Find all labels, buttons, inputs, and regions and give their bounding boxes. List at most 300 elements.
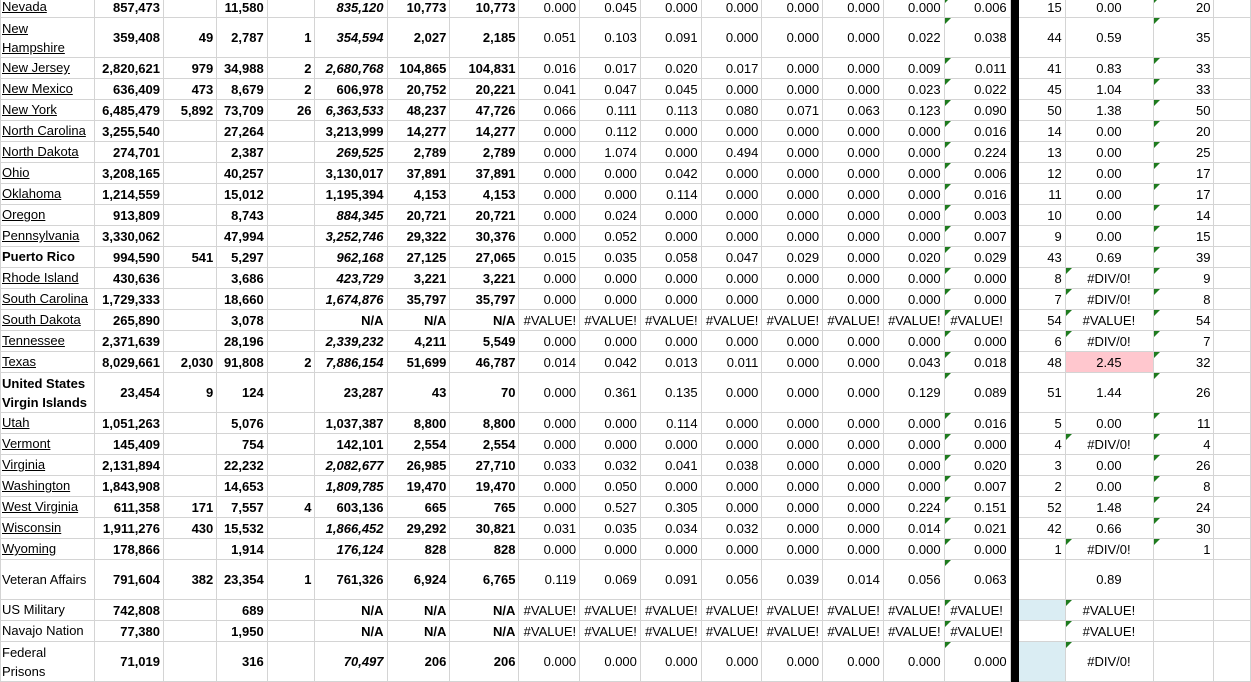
cell-r6[interactable]: 0.000 — [823, 518, 884, 539]
cell-rank[interactable]: 13 — [1018, 142, 1065, 163]
cell-e[interactable] — [267, 642, 315, 682]
cell-d[interactable]: 5,297 — [217, 247, 267, 268]
cell-r3[interactable]: 0.042 — [640, 163, 701, 184]
cell-f[interactable]: 1,809,785 — [315, 476, 387, 497]
cell-r1[interactable]: 0.041 — [519, 79, 580, 100]
cell-r1[interactable]: 0.000 — [519, 289, 580, 310]
cell-region-name[interactable] — [1, 121, 95, 142]
cell-f[interactable]: 2,339,232 — [315, 331, 387, 352]
cell-g[interactable]: 37,891 — [387, 163, 450, 184]
cell-f[interactable]: N/A — [315, 600, 387, 621]
cell-g[interactable]: 2,554 — [387, 434, 450, 455]
cell-d[interactable]: 18,660 — [217, 289, 267, 310]
cell-r1[interactable]: 0.000 — [519, 268, 580, 289]
cell-h[interactable]: 70 — [450, 373, 519, 413]
cell-empty[interactable] — [1214, 373, 1251, 413]
cell-g[interactable]: 104,865 — [387, 58, 450, 79]
cell-r3[interactable]: 0.000 — [640, 434, 701, 455]
cell-r5[interactable]: 0.000 — [762, 58, 823, 79]
cell-c[interactable] — [164, 621, 217, 642]
cell-r8[interactable]: 0.021 — [944, 518, 1010, 539]
cell-rank[interactable]: 11 — [1018, 184, 1065, 205]
cell-empty[interactable] — [1214, 289, 1251, 310]
cell-e[interactable] — [267, 621, 315, 642]
cell-r6[interactable]: 0.000 — [823, 205, 884, 226]
cell-r5[interactable]: #VALUE! — [762, 600, 823, 621]
cell-region-name[interactable] — [1, 600, 95, 621]
cell-empty[interactable] — [1214, 642, 1251, 682]
cell-rank-2[interactable]: 39 — [1154, 247, 1214, 268]
cell-r7[interactable]: 0.123 — [883, 100, 944, 121]
cell-rank-2[interactable]: 30 — [1154, 518, 1214, 539]
cell-region-name[interactable] — [1, 352, 95, 373]
cell-r6[interactable]: #VALUE! — [823, 310, 884, 331]
cell-g[interactable]: 828 — [387, 539, 450, 560]
cell-c[interactable] — [164, 142, 217, 163]
region-link[interactable]: North Carolina — [2, 123, 86, 138]
cell-h[interactable]: 27,065 — [450, 247, 519, 268]
cell-d[interactable]: 28,196 — [217, 331, 267, 352]
cell-r5[interactable]: 0.000 — [762, 268, 823, 289]
cell-r2[interactable]: 0.111 — [580, 100, 641, 121]
cell-g[interactable]: 10,773 — [387, 0, 450, 18]
cell-b[interactable]: 1,843,908 — [94, 476, 163, 497]
cell-empty[interactable] — [1214, 621, 1251, 642]
cell-e[interactable] — [267, 0, 315, 18]
cell-r3[interactable]: 0.045 — [640, 79, 701, 100]
cell-b[interactable]: 71,019 — [94, 642, 163, 682]
cell-r1[interactable]: 0.000 — [519, 476, 580, 497]
cell-rank-2[interactable] — [1154, 621, 1214, 642]
cell-ratio[interactable]: #DIV/0! — [1065, 268, 1153, 289]
cell-b[interactable]: 857,473 — [94, 0, 163, 18]
cell-r3[interactable]: 0.058 — [640, 247, 701, 268]
cell-rank[interactable]: 42 — [1018, 518, 1065, 539]
cell-e[interactable]: 26 — [267, 100, 315, 121]
cell-r7[interactable]: 0.000 — [883, 184, 944, 205]
cell-f[interactable]: 962,168 — [315, 247, 387, 268]
cell-e[interactable] — [267, 184, 315, 205]
cell-b[interactable]: 274,701 — [94, 142, 163, 163]
cell-b[interactable]: 430,636 — [94, 268, 163, 289]
cell-r7[interactable]: #VALUE! — [883, 621, 944, 642]
cell-r2[interactable]: 1.074 — [580, 142, 641, 163]
cell-empty[interactable] — [1214, 600, 1251, 621]
cell-g[interactable]: 665 — [387, 497, 450, 518]
cell-e[interactable]: 1 — [267, 560, 315, 600]
cell-d[interactable]: 689 — [217, 600, 267, 621]
cell-region-name[interactable] — [1, 184, 95, 205]
cell-r1[interactable]: 0.000 — [519, 121, 580, 142]
cell-empty[interactable] — [1214, 331, 1251, 352]
region-link[interactable]: South Dakota — [2, 312, 81, 327]
cell-b[interactable]: 2,820,621 — [94, 58, 163, 79]
cell-d[interactable]: 14,653 — [217, 476, 267, 497]
cell-rank[interactable]: 48 — [1018, 352, 1065, 373]
cell-rank[interactable]: 14 — [1018, 121, 1065, 142]
cell-r4[interactable]: 0.000 — [701, 268, 762, 289]
cell-rank[interactable]: 7 — [1018, 289, 1065, 310]
cell-b[interactable]: 3,255,540 — [94, 121, 163, 142]
cell-rank[interactable] — [1018, 560, 1065, 600]
cell-r5[interactable]: #VALUE! — [762, 621, 823, 642]
cell-g[interactable]: 51,699 — [387, 352, 450, 373]
cell-r1[interactable]: #VALUE! — [519, 621, 580, 642]
cell-e[interactable] — [267, 455, 315, 476]
cell-r2[interactable]: 0.103 — [580, 18, 641, 58]
cell-rank[interactable]: 1 — [1018, 539, 1065, 560]
cell-ratio[interactable]: 0.00 — [1065, 226, 1153, 247]
cell-e[interactable] — [267, 600, 315, 621]
cell-rank[interactable]: 10 — [1018, 205, 1065, 226]
cell-region-name[interactable] — [1, 226, 95, 247]
cell-e[interactable] — [267, 121, 315, 142]
cell-region-name[interactable] — [1, 163, 95, 184]
cell-r3[interactable]: 0.000 — [640, 268, 701, 289]
cell-rank[interactable]: 8 — [1018, 268, 1065, 289]
cell-g[interactable]: 20,752 — [387, 79, 450, 100]
cell-c[interactable] — [164, 455, 217, 476]
cell-h[interactable]: N/A — [450, 600, 519, 621]
cell-r4[interactable]: 0.000 — [701, 226, 762, 247]
cell-r2[interactable]: #VALUE! — [580, 310, 641, 331]
cell-r1[interactable]: 0.000 — [519, 205, 580, 226]
cell-g[interactable]: 43 — [387, 373, 450, 413]
cell-r1[interactable]: 0.000 — [519, 642, 580, 682]
cell-f[interactable]: 761,326 — [315, 560, 387, 600]
cell-empty[interactable] — [1214, 226, 1251, 247]
cell-h[interactable]: 27,710 — [450, 455, 519, 476]
cell-h[interactable]: 35,797 — [450, 289, 519, 310]
cell-r7[interactable]: 0.020 — [883, 247, 944, 268]
cell-r6[interactable]: 0.000 — [823, 289, 884, 310]
cell-r7[interactable]: 0.000 — [883, 163, 944, 184]
cell-e[interactable]: 2 — [267, 58, 315, 79]
cell-rank[interactable]: 12 — [1018, 163, 1065, 184]
cell-g[interactable]: 2,789 — [387, 142, 450, 163]
cell-r5[interactable]: 0.000 — [762, 331, 823, 352]
cell-f[interactable]: N/A — [315, 310, 387, 331]
cell-r8[interactable]: 0.020 — [944, 455, 1010, 476]
cell-r5[interactable]: 0.000 — [762, 205, 823, 226]
cell-r1[interactable]: 0.031 — [519, 518, 580, 539]
cell-r1[interactable]: 0.000 — [519, 0, 580, 18]
cell-r4[interactable]: 0.000 — [701, 163, 762, 184]
cell-e[interactable] — [267, 476, 315, 497]
cell-c[interactable] — [164, 331, 217, 352]
cell-r7[interactable]: 0.000 — [883, 331, 944, 352]
cell-r4[interactable]: 0.000 — [701, 0, 762, 18]
cell-f[interactable]: 3,130,017 — [315, 163, 387, 184]
cell-r5[interactable]: 0.000 — [762, 373, 823, 413]
cell-r7[interactable]: 0.000 — [883, 455, 944, 476]
cell-r4[interactable]: #VALUE! — [701, 621, 762, 642]
cell-r7[interactable]: 0.000 — [883, 476, 944, 497]
cell-r8[interactable]: 0.006 — [944, 163, 1010, 184]
cell-r6[interactable]: 0.014 — [823, 560, 884, 600]
cell-ratio[interactable]: 0.89 — [1065, 560, 1153, 600]
cell-e[interactable] — [267, 289, 315, 310]
cell-empty[interactable] — [1214, 0, 1251, 18]
cell-rank[interactable]: 3 — [1018, 455, 1065, 476]
cell-r6[interactable]: 0.000 — [823, 539, 884, 560]
cell-b[interactable]: 1,729,333 — [94, 289, 163, 310]
cell-e[interactable] — [267, 268, 315, 289]
cell-h[interactable]: 206 — [450, 642, 519, 682]
cell-r6[interactable]: 0.000 — [823, 352, 884, 373]
cell-r2[interactable]: 0.000 — [580, 642, 641, 682]
cell-rank[interactable] — [1018, 621, 1065, 642]
cell-r1[interactable]: 0.000 — [519, 373, 580, 413]
cell-r7[interactable]: 0.022 — [883, 18, 944, 58]
cell-region-name[interactable] — [1, 642, 95, 682]
cell-b[interactable]: 145,409 — [94, 434, 163, 455]
region-link[interactable]: New Jersey — [2, 60, 70, 75]
cell-d[interactable]: 2,387 — [217, 142, 267, 163]
cell-r8[interactable]: 0.011 — [944, 58, 1010, 79]
cell-d[interactable]: 11,580 — [217, 0, 267, 18]
cell-c[interactable]: 9 — [164, 373, 217, 413]
cell-b[interactable]: 8,029,661 — [94, 352, 163, 373]
cell-e[interactable] — [267, 434, 315, 455]
cell-h[interactable]: 4,153 — [450, 184, 519, 205]
cell-r2[interactable]: 0.047 — [580, 79, 641, 100]
cell-ratio[interactable]: #VALUE! — [1065, 621, 1153, 642]
cell-r3[interactable]: 0.000 — [640, 0, 701, 18]
region-link[interactable]: Oregon — [2, 207, 46, 222]
cell-r1[interactable]: #VALUE! — [519, 310, 580, 331]
region-link[interactable]: Wisconsin — [2, 520, 62, 535]
cell-r8[interactable]: 0.000 — [944, 268, 1010, 289]
cell-r7[interactable]: 0.000 — [883, 121, 944, 142]
cell-h[interactable]: 19,470 — [450, 476, 519, 497]
cell-r6[interactable]: 0.000 — [823, 455, 884, 476]
cell-empty[interactable] — [1214, 142, 1251, 163]
cell-r2[interactable]: 0.032 — [580, 455, 641, 476]
cell-e[interactable]: 2 — [267, 79, 315, 100]
cell-c[interactable] — [164, 539, 217, 560]
cell-g[interactable]: 14,277 — [387, 121, 450, 142]
cell-r4[interactable]: 0.080 — [701, 100, 762, 121]
cell-r6[interactable]: 0.000 — [823, 226, 884, 247]
cell-r3[interactable]: 0.000 — [640, 142, 701, 163]
cell-f[interactable]: 6,363,533 — [315, 100, 387, 121]
region-link[interactable]: North Dakota — [2, 144, 79, 159]
cell-r1[interactable]: 0.014 — [519, 352, 580, 373]
cell-e[interactable]: 2 — [267, 352, 315, 373]
cell-r8[interactable]: 0.016 — [944, 413, 1010, 434]
cell-c[interactable] — [164, 600, 217, 621]
cell-b[interactable]: 994,590 — [94, 247, 163, 268]
region-link[interactable]: Rhode Island — [2, 270, 79, 285]
cell-e[interactable] — [267, 247, 315, 268]
cell-r5[interactable]: 0.029 — [762, 247, 823, 268]
cell-e[interactable]: 1 — [267, 18, 315, 58]
cell-r1[interactable]: 0.000 — [519, 539, 580, 560]
cell-g[interactable]: 19,470 — [387, 476, 450, 497]
cell-rank-2[interactable]: 20 — [1154, 121, 1214, 142]
cell-r5[interactable]: 0.000 — [762, 163, 823, 184]
cell-f[interactable]: 606,978 — [315, 79, 387, 100]
cell-region-name[interactable] — [1, 0, 95, 18]
cell-ratio[interactable]: #DIV/0! — [1065, 539, 1153, 560]
cell-c[interactable]: 382 — [164, 560, 217, 600]
cell-r5[interactable]: 0.000 — [762, 455, 823, 476]
cell-r1[interactable]: 0.000 — [519, 497, 580, 518]
cell-r4[interactable]: 0.000 — [701, 289, 762, 310]
cell-h[interactable]: 46,787 — [450, 352, 519, 373]
cell-ratio[interactable]: 0.00 — [1065, 476, 1153, 497]
cell-r4[interactable]: 0.000 — [701, 205, 762, 226]
cell-g[interactable]: 26,985 — [387, 455, 450, 476]
cell-r6[interactable]: 0.000 — [823, 497, 884, 518]
cell-r4[interactable]: 0.000 — [701, 79, 762, 100]
cell-r1[interactable]: 0.000 — [519, 226, 580, 247]
cell-b[interactable]: 3,208,165 — [94, 163, 163, 184]
cell-r8[interactable]: #VALUE! — [944, 600, 1010, 621]
cell-c[interactable] — [164, 476, 217, 497]
cell-r2[interactable]: 0.035 — [580, 247, 641, 268]
cell-b[interactable]: 178,866 — [94, 539, 163, 560]
cell-r3[interactable]: 0.000 — [640, 121, 701, 142]
region-link[interactable]: West Virginia — [2, 499, 79, 514]
cell-ratio[interactable]: 0.00 — [1065, 0, 1153, 18]
cell-r2[interactable]: 0.000 — [580, 163, 641, 184]
cell-region-name[interactable] — [1, 476, 95, 497]
cell-empty[interactable] — [1214, 205, 1251, 226]
cell-rank[interactable] — [1018, 600, 1065, 621]
cell-r2[interactable]: 0.361 — [580, 373, 641, 413]
cell-f[interactable]: 354,594 — [315, 18, 387, 58]
cell-e[interactable]: 4 — [267, 497, 315, 518]
cell-r2[interactable]: 0.000 — [580, 539, 641, 560]
cell-rank-2[interactable]: 25 — [1154, 142, 1214, 163]
cell-d[interactable]: 754 — [217, 434, 267, 455]
region-link[interactable]: Utah — [2, 415, 30, 430]
region-link[interactable]: New Hampshire — [2, 20, 65, 55]
cell-r3[interactable]: 0.000 — [640, 476, 701, 497]
cell-region-name[interactable] — [1, 539, 95, 560]
cell-b[interactable]: 611,358 — [94, 497, 163, 518]
cell-r4[interactable]: 0.000 — [701, 18, 762, 58]
cell-r6[interactable]: 0.000 — [823, 434, 884, 455]
cell-d[interactable]: 15,012 — [217, 184, 267, 205]
cell-h[interactable]: N/A — [450, 621, 519, 642]
cell-c[interactable] — [164, 642, 217, 682]
cell-rank[interactable]: 9 — [1018, 226, 1065, 247]
cell-region-name[interactable] — [1, 331, 95, 352]
cell-f[interactable]: 1,195,394 — [315, 184, 387, 205]
cell-r2[interactable]: 0.069 — [580, 560, 641, 600]
cell-d[interactable]: 23,354 — [217, 560, 267, 600]
cell-region-name[interactable] — [1, 100, 95, 121]
cell-d[interactable]: 124 — [217, 373, 267, 413]
cell-d[interactable]: 3,078 — [217, 310, 267, 331]
cell-r1[interactable]: 0.066 — [519, 100, 580, 121]
cell-g[interactable]: 4,211 — [387, 331, 450, 352]
cell-empty[interactable] — [1214, 100, 1251, 121]
cell-r6[interactable]: 0.000 — [823, 184, 884, 205]
cell-d[interactable]: 7,557 — [217, 497, 267, 518]
cell-r7[interactable]: 0.000 — [883, 0, 944, 18]
region-link[interactable]: Oklahoma — [2, 186, 62, 201]
cell-r2[interactable]: #VALUE! — [580, 621, 641, 642]
cell-h[interactable]: 6,765 — [450, 560, 519, 600]
cell-h[interactable]: 2,185 — [450, 18, 519, 58]
cell-ratio[interactable]: 0.83 — [1065, 58, 1153, 79]
cell-region-name[interactable] — [1, 142, 95, 163]
cell-ratio[interactable]: #DIV/0! — [1065, 642, 1153, 682]
cell-region-name[interactable] — [1, 58, 95, 79]
cell-g[interactable]: 35,797 — [387, 289, 450, 310]
cell-e[interactable] — [267, 518, 315, 539]
cell-rank-2[interactable]: 11 — [1154, 413, 1214, 434]
cell-d[interactable]: 8,743 — [217, 205, 267, 226]
cell-b[interactable]: 2,371,639 — [94, 331, 163, 352]
cell-g[interactable]: 20,721 — [387, 205, 450, 226]
cell-r4[interactable]: 0.047 — [701, 247, 762, 268]
cell-rank[interactable]: 5 — [1018, 413, 1065, 434]
cell-g[interactable]: 48,237 — [387, 100, 450, 121]
cell-r4[interactable]: 0.000 — [701, 539, 762, 560]
cell-g[interactable]: 4,153 — [387, 184, 450, 205]
cell-r6[interactable]: 0.000 — [823, 58, 884, 79]
cell-empty[interactable] — [1214, 560, 1251, 600]
cell-b[interactable]: 913,809 — [94, 205, 163, 226]
cell-b[interactable]: 2,131,894 — [94, 455, 163, 476]
cell-e[interactable] — [267, 331, 315, 352]
cell-r7[interactable]: 0.000 — [883, 226, 944, 247]
cell-ratio[interactable]: 0.00 — [1065, 413, 1153, 434]
cell-b[interactable]: 636,409 — [94, 79, 163, 100]
cell-ratio[interactable]: #VALUE! — [1065, 600, 1153, 621]
cell-r2[interactable]: 0.017 — [580, 58, 641, 79]
cell-r4[interactable]: 0.000 — [701, 476, 762, 497]
cell-c[interactable] — [164, 184, 217, 205]
cell-r2[interactable]: 0.024 — [580, 205, 641, 226]
region-link[interactable]: Wyoming — [2, 541, 57, 556]
cell-e[interactable] — [267, 205, 315, 226]
cell-ratio[interactable]: 0.00 — [1065, 455, 1153, 476]
cell-r3[interactable]: 0.000 — [640, 331, 701, 352]
cell-rank-2[interactable]: 1 — [1154, 539, 1214, 560]
cell-r5[interactable]: 0.000 — [762, 518, 823, 539]
cell-d[interactable]: 1,950 — [217, 621, 267, 642]
cell-empty[interactable] — [1214, 121, 1251, 142]
cell-empty[interactable] — [1214, 268, 1251, 289]
cell-r3[interactable]: 0.000 — [640, 226, 701, 247]
cell-r1[interactable]: 0.000 — [519, 163, 580, 184]
cell-h[interactable]: 828 — [450, 539, 519, 560]
cell-r2[interactable]: 0.000 — [580, 434, 641, 455]
cell-r2[interactable]: 0.000 — [580, 413, 641, 434]
cell-r6[interactable]: 0.000 — [823, 247, 884, 268]
cell-r4[interactable]: 0.000 — [701, 642, 762, 682]
cell-r4[interactable]: 0.000 — [701, 434, 762, 455]
cell-r6[interactable]: 0.000 — [823, 268, 884, 289]
cell-r3[interactable]: 0.114 — [640, 184, 701, 205]
cell-h[interactable]: 3,221 — [450, 268, 519, 289]
cell-empty[interactable] — [1214, 497, 1251, 518]
cell-r4[interactable]: 0.017 — [701, 58, 762, 79]
cell-r6[interactable]: 0.000 — [823, 413, 884, 434]
cell-r6[interactable]: #VALUE! — [823, 621, 884, 642]
region-link[interactable]: Tennessee — [2, 333, 65, 348]
cell-r7[interactable]: 0.129 — [883, 373, 944, 413]
cell-rank[interactable]: 44 — [1018, 18, 1065, 58]
cell-r6[interactable]: 0.063 — [823, 100, 884, 121]
cell-b[interactable]: 3,330,062 — [94, 226, 163, 247]
